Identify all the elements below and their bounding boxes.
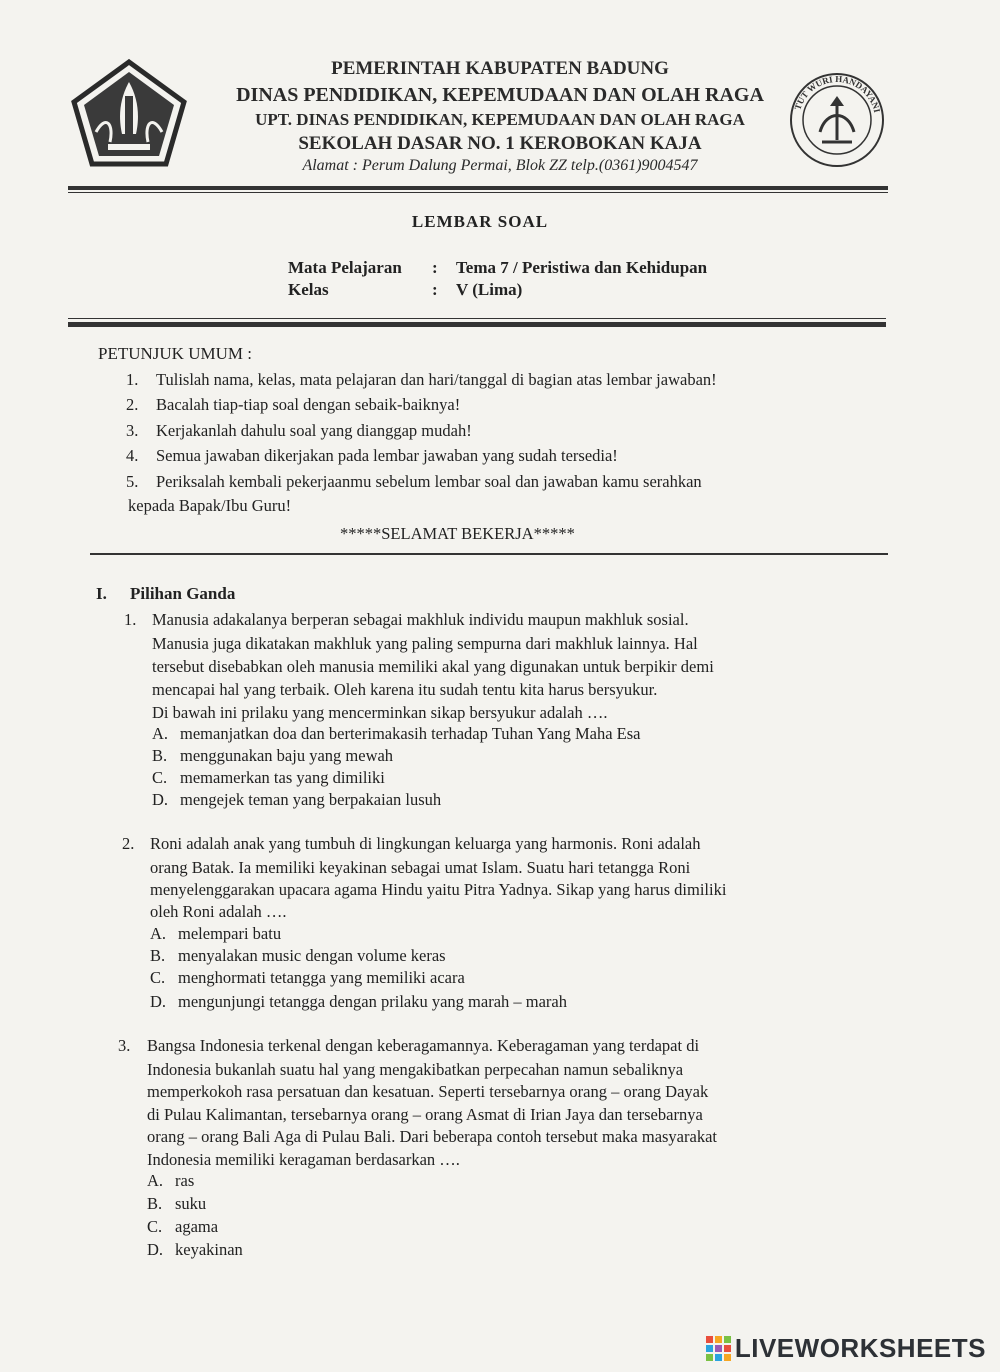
page-title: LEMBAR SOAL [411, 212, 549, 231]
option-text: agama [175, 1217, 219, 1236]
instruction-item: Periksalah kembali pekerjaanmu sebelum lembar soal dan jawaban kamu serahkan [156, 472, 702, 491]
option-letter: B. [152, 746, 168, 765]
class-label: Kelas [288, 280, 329, 299]
instruction-number: 3. [126, 421, 139, 440]
header-line-school: SEKOLAH DASAR NO. 1 KEROBOKAN KAJA [298, 133, 702, 154]
question-text-line: tersebut disebabkan oleh manusia memiliki akal yang digunakan untuk berpikir demi [152, 657, 714, 676]
question-text-line: Manusia adakalanya berperan sebagai makhluk individu maupun makhluk sosial. [152, 610, 689, 629]
question-text-line: di Pulau Kalimantan, tersebarnya orang – orang Asmat di Irian Jaya dan tersebarnya [147, 1105, 703, 1124]
question-text-line: oleh Roni adalah …. [150, 902, 287, 921]
question-number: 3. [118, 1036, 131, 1055]
option-letter: D. [150, 992, 167, 1011]
option-text: menggunakan baju yang mewah [180, 746, 394, 765]
tut-wuri-handayani-caption [782, 70, 892, 170]
meta-rule-thin [68, 318, 886, 319]
option-letter: A. [152, 724, 169, 743]
question-number: 1. [124, 610, 137, 629]
instruction-item-continuation: kepada Bapak/Ibu Guru! [128, 496, 292, 515]
instruction-item: Tulislah nama, kelas, mata pelajaran dan hari/tanggal di bagian atas lembar jawaban! [156, 370, 717, 389]
section-number: I. [96, 584, 107, 603]
instructions-rule [90, 553, 888, 555]
question-text-line: Indonesia memiliki keragaman berdasarkan …. [147, 1150, 460, 1169]
option-text: memamerkan tas yang dimiliki [180, 768, 385, 787]
option-letter: A. [150, 924, 167, 943]
question-text-line: memperkokoh rasa persatuan dan kesatuan. Seperti tersebarnya orang – orang Dayak [147, 1082, 709, 1101]
option-text: ras [175, 1171, 195, 1190]
instruction-item: Bacalah tiap-tiap soal dengan sebaik-baiknya! [156, 395, 461, 414]
question-text-line: Manusia juga dikatakan makhluk yang paling sempurna dari makhluk lainnya. Hal [152, 634, 698, 653]
question-text-line: Roni adalah anak yang tumbuh di lingkungan keluarga yang harmonis. Roni adalah [150, 834, 701, 853]
header-line-upt: UPT. DINAS PENDIDIKAN, KEPEMUDAAN DAN OLAH RAGA [255, 110, 745, 129]
question-text-line: Bangsa Indonesia terkenal dengan keberagamannya. Keberagaman yang terdapat di [147, 1036, 700, 1055]
section-title: Pilihan Ganda [130, 584, 236, 603]
option-letter: D. [147, 1240, 164, 1259]
header-line-department: DINAS PENDIDIKAN, KEPEMUDAAN DAN OLAH RAGA [236, 84, 764, 106]
header-rule-thick [68, 186, 888, 190]
option-text: suku [175, 1194, 207, 1213]
closing-text: *****SELAMAT BEKERJA***** [340, 524, 575, 543]
subject-label: Mata Pelajaran [288, 258, 402, 277]
header-rule-thin [68, 192, 888, 193]
option-text: keyakinan [175, 1240, 243, 1259]
instruction-item: Kerjakanlah dahulu soal yang dianggap mudah! [156, 421, 472, 440]
svg-text:TUT WURI HANDAYANI: TUT WURI HANDAYANI [792, 73, 883, 114]
instruction-number: 2. [126, 395, 139, 414]
option-text: menyalakan music dengan volume keras [178, 946, 446, 965]
class-colon: : [432, 280, 438, 299]
question-text-line: mencapai hal yang terbaik. Oleh karena itu sudah tentu kita harus bersyukur. [152, 680, 658, 699]
question-text-line: orang Batak. Ia memiliki keyakinan sebagai umat Islam. Suatu hari tetangga Roni [150, 858, 691, 877]
option-letter: D. [152, 790, 169, 809]
meta-rule-thick [68, 322, 886, 327]
option-letter: C. [152, 768, 168, 787]
question-text-line: Indonesia bukanlah suatu hal yang mengakibatkan perpecahan namun sebaliknya [147, 1060, 684, 1079]
header-line-government: PEMERINTAH KABUPATEN BADUNG [331, 58, 669, 79]
option-letter: C. [147, 1217, 163, 1236]
subject-value: Tema 7 / Peristiwa dan Kehidupan [456, 258, 708, 277]
class-value: V (Lima) [456, 280, 523, 299]
question-text-line: orang – orang Bali Aga di Pulau Bali. Dari beberapa contoh tersebut maka masyarakat [147, 1127, 717, 1146]
question-text-line: menyelenggarakan upacara agama Hindu yaitu Pitra Yadnya. Sikap yang harus dimiliki [150, 880, 727, 899]
option-text: memanjatkan doa dan berterimakasih terhadap Tuhan Yang Maha Esa [180, 724, 641, 743]
instruction-number: 1. [126, 370, 139, 389]
option-text: mengejek teman yang berpakaian lusuh [180, 790, 442, 809]
instructions-heading: PETUNJUK UMUM : [98, 344, 252, 363]
option-letter: B. [150, 946, 166, 965]
liveworksheets-logo-icon [706, 1336, 731, 1361]
option-letter: C. [150, 968, 166, 987]
option-text: melempari batu [178, 924, 282, 943]
option-letter: A. [147, 1171, 164, 1190]
option-text: mengunjungi tetangga dengan prilaku yang marah – marah [178, 992, 567, 1011]
instruction-item: Semua jawaban dikerjakan pada lembar jawaban yang sudah tersedia! [156, 446, 618, 465]
option-letter: B. [147, 1194, 163, 1213]
header-address: Alamat : Perum Dalung Permai, Blok ZZ telp.(0361)9004547 [302, 157, 698, 174]
option-text: menghormati tetangga yang memiliki acara [178, 968, 465, 987]
instruction-number: 4. [126, 446, 139, 465]
liveworksheets-watermark [706, 1333, 986, 1364]
question-number: 2. [122, 834, 135, 853]
subject-colon: : [432, 258, 438, 277]
watermark-text: LIVEWORKSHEETS [734, 1333, 986, 1363]
question-text-line: Di bawah ini prilaku yang mencerminkan sikap bersyukur adalah …. [152, 703, 608, 722]
instruction-number: 5. [126, 472, 139, 491]
